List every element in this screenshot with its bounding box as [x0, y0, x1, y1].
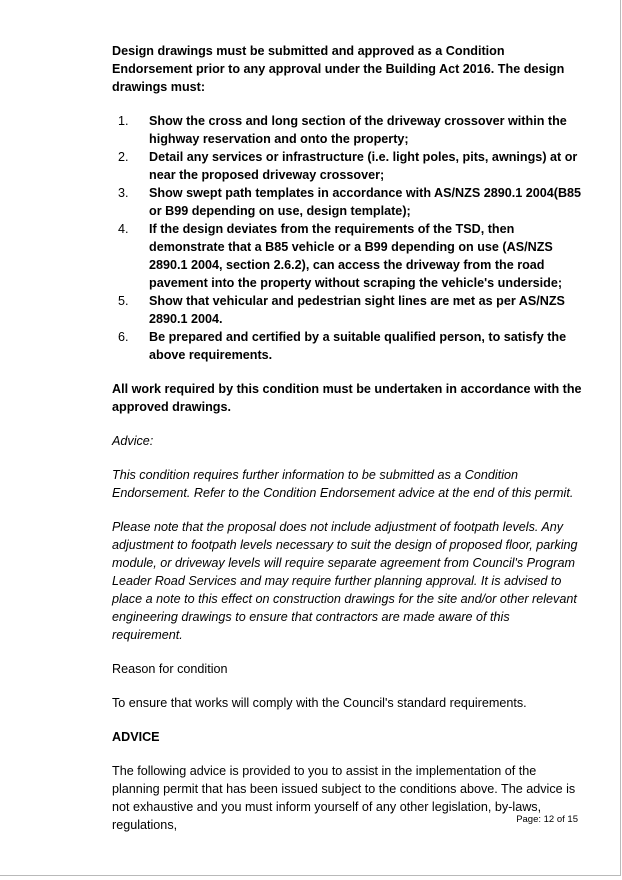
advice-heading: ADVICE	[112, 730, 160, 744]
list-item	[112, 184, 582, 220]
advice-body: The following advice is provided to you to assist in the implementation of the planning permit that has been issued subject to the conditions above. The advice is not exhaustive and you must inform yourself of any other legislation, by-laws, regulations,	[112, 764, 576, 832]
list-text: Show swept path templates in accordance with AS/NZS 2890.1 2004(B85 or B99 depending on use, design template);	[149, 186, 582, 218]
reason-label: Reason for condition	[112, 662, 228, 676]
requirements-list	[112, 112, 582, 364]
list-item	[112, 292, 582, 328]
advice-label: Advice:	[112, 434, 154, 448]
advice-paragraph-2: Please note that the proposal does not include adjustment of footpath levels. Any adjustment to footpath levels necessary to suit the design of proposed floor, parking module, or driveway levels will require separate agreement from Council's Program Leader Road Services and may require further planning approval. It is advised to place a note to this effect on construction drawings for the site and/or other relevant engineering drawings to ensure that contractors are made aware of this requirement.	[112, 520, 578, 642]
page-number: Page: 12 of 15	[516, 814, 578, 825]
list-text: Be prepared and certified by a suitable qualified person, to satisfy the above requirements.	[149, 330, 567, 362]
all-work-paragraph: All work required by this condition must be undertaken in accordance with the approved drawings.	[112, 382, 582, 414]
reason-text: To ensure that works will comply with the Council's standard requirements.	[112, 696, 527, 710]
list-number: 6.	[118, 330, 129, 344]
list-text: Show that vehicular and pedestrian sight lines are met as per AS/NZS 2890.1 2004.	[149, 294, 565, 326]
list-text: Show the cross and long section of the driveway crossover within the highway reservation and onto the property;	[149, 114, 567, 146]
list-number: 4.	[118, 222, 129, 236]
list-number: 2.	[118, 150, 129, 164]
list-number: 3.	[118, 186, 129, 200]
list-item	[112, 148, 582, 184]
list-item	[112, 328, 582, 364]
page-content	[112, 42, 582, 834]
list-item	[112, 112, 582, 148]
list-number: 1.	[118, 114, 129, 128]
list-text: If the design deviates from the requirements of the TSD, then demonstrate that a B85 vehicle or a B99 depending on use (AS/NZS 2890.1 2004, section 2.6.2), can access the driveway from the road pavement into the property without scraping the vehicle's underside;	[149, 222, 563, 290]
list-item	[112, 220, 582, 292]
intro-paragraph: Design drawings must be submitted and approved as a Condition Endorsement prior to any approval under the Building Act 2016. The design drawings must:	[112, 44, 565, 94]
advice-paragraph-1: This condition requires further information to be submitted as a Condition Endorsement. Refer to the Condition Endorsement advice at the end of this permit.	[112, 468, 574, 500]
list-number: 5.	[118, 294, 129, 308]
list-text: Detail any services or infrastructure (i.e. light poles, pits, awnings) at or near the proposed driveway crossover;	[149, 150, 578, 182]
